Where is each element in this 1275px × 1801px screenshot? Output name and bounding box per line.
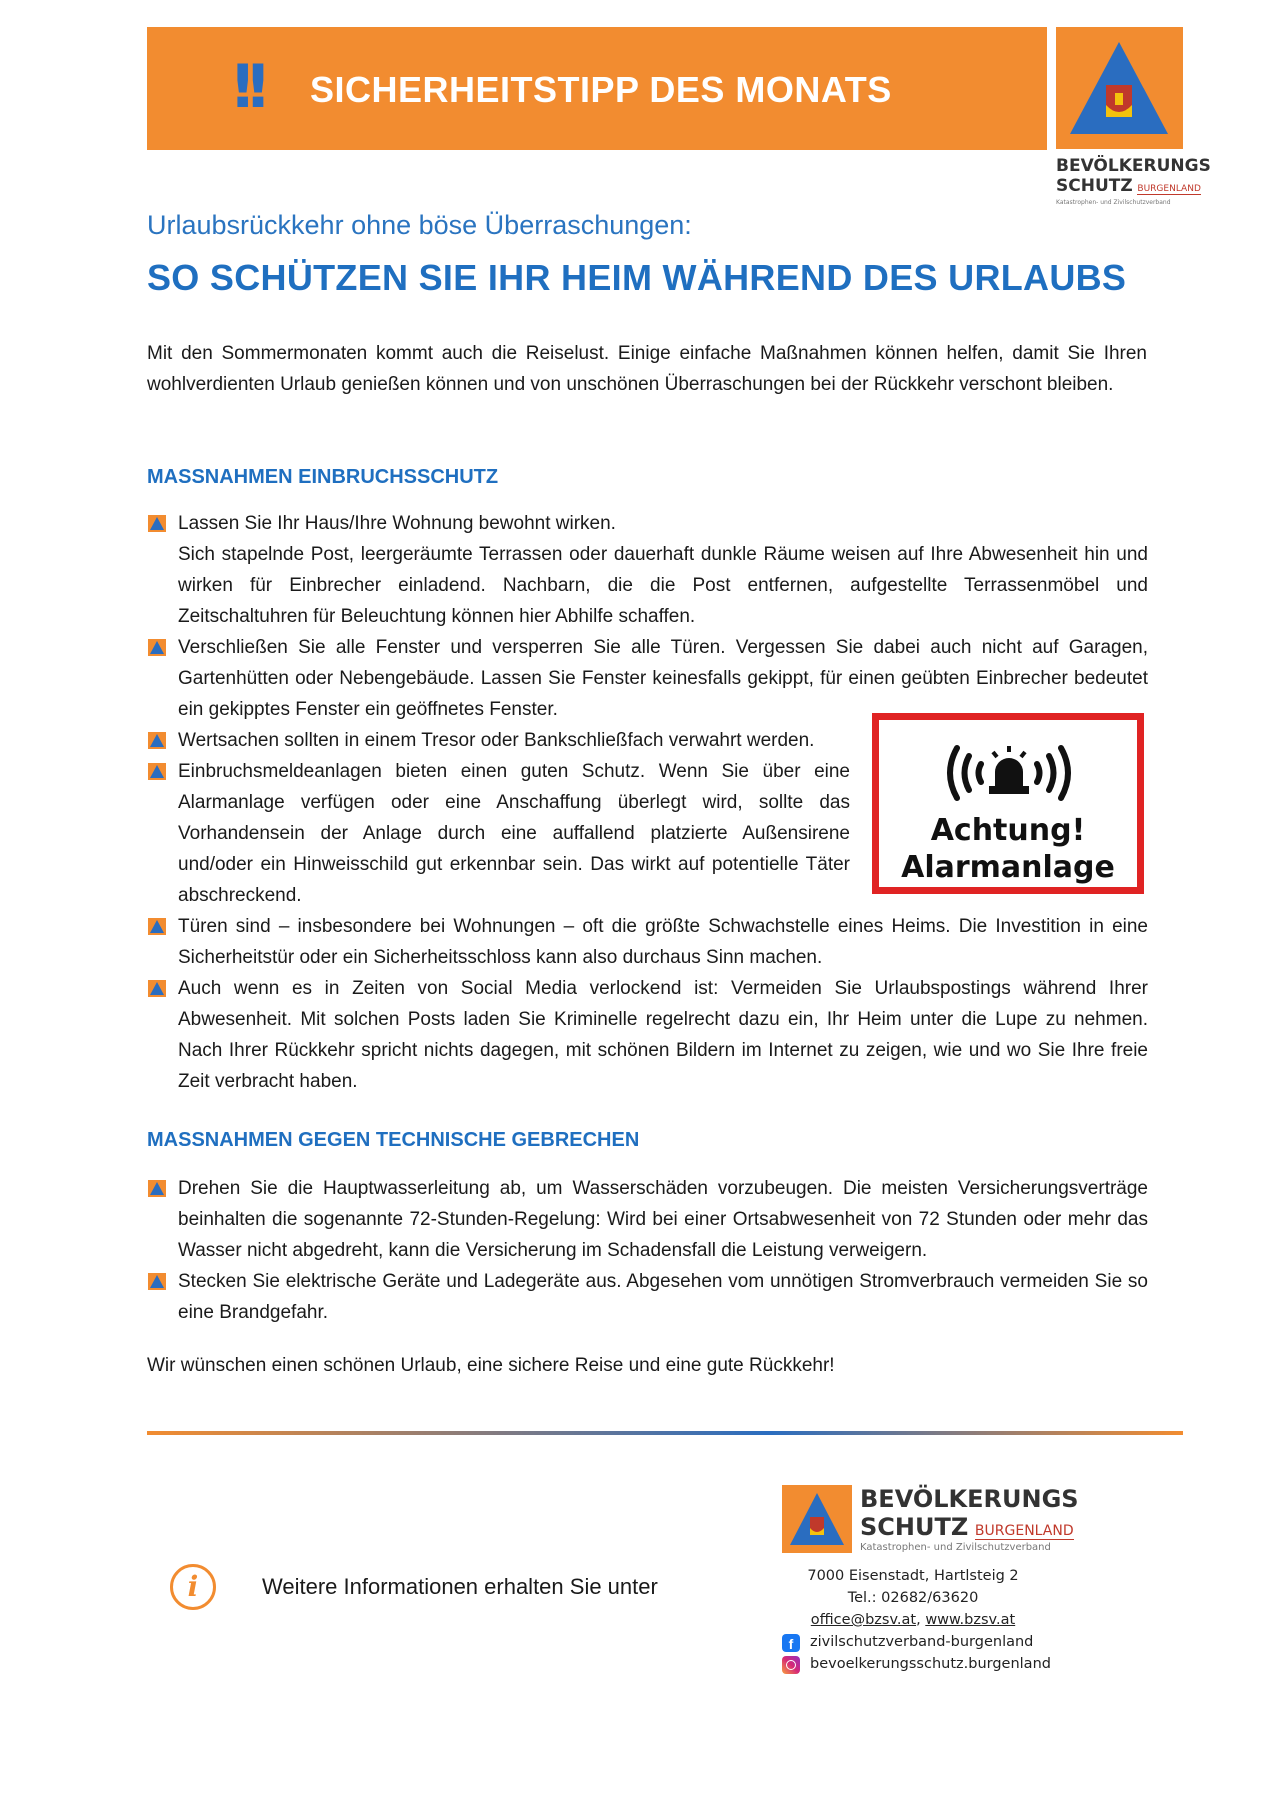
bullet-triangle-icon xyxy=(148,980,166,997)
bullet-triangle-icon xyxy=(148,918,166,935)
list-item: Verschließen Sie alle Fenster und versperren Sie alle Türen. Vergessen Sie dabei auch nicht auf Garagen, Gartenhütten oder Nebengebäude. Lassen Sie Fenster keinesfalls gekippt, für einen geübten Einbrecher bedeutet ein gekipptes Fenster ein geöffnetes Fenster. xyxy=(178,637,1148,720)
double-exclamation-icon: !! xyxy=(229,52,260,122)
warning-line-2: Alarmanlage xyxy=(901,850,1115,885)
logo-region: BURGENLAND xyxy=(1137,184,1201,194)
bullet-triangle-icon xyxy=(148,1273,166,1290)
address: 7000 Eisenstadt, Hartlsteig 2 xyxy=(807,1568,1019,1584)
list-item: Auch wenn es in Zeiten von Social Media verlockend ist: Vermeiden Sie Urlaubspostings während Ihrer Abwesenheit. Mit solchen Posts laden Sie Kriminelle regelrecht dazu ein, Ihr Heim unter die Lupe zu nehmen. Nach Ihrer Rückkehr spricht nichts dagegen, mit schönen Bildern im Internet zu zeigen, wie und wo Sie Ihre freie Zeit verbracht haben. xyxy=(178,978,1148,1092)
warning-line-1: Achtung! xyxy=(930,813,1086,848)
warning-sign-text xyxy=(879,812,1137,886)
intro-paragraph: Mit den Sommermonaten kommt auch die Reiselust. Einige einfache Maßnahmen können helfen, damit Sie Ihren wohlverdienten Urlaub genießen können und von unschönen Überraschungen bei der Rückkehr verschont bleiben. xyxy=(147,343,1147,395)
bullet-triangle-icon xyxy=(148,732,166,749)
facebook-icon: f xyxy=(782,1634,800,1652)
closing-line: Wir wünschen einen schönen Urlaub, eine sichere Reise und eine gute Rückkehr! xyxy=(147,1355,835,1376)
logo-word-1: BEVÖLKERUNGS xyxy=(1056,156,1211,176)
email-link[interactable]: office@bzsv.at xyxy=(810,1612,917,1628)
facebook-link[interactable]: zivilschutzverband-burgenland xyxy=(810,1634,1034,1650)
section-heading-technical: MASSNAHMEN GEGEN TECHNISCHE GEBRECHEN xyxy=(147,1129,640,1151)
contact-links-row: office@bzsv.at, www.bzsv.at xyxy=(810,1612,1016,1628)
footer-logo-word-2-row xyxy=(860,1513,1074,1545)
list-item: Einbruchsmeldeanlagen bieten einen guten Schutz. Wenn Sie über eine Alarmanlage verfügen oder eine Anschaffung überlegt wird, sollte das Vorhandensein der Anlage durch eine auffallend platzierte Außensirene und/oder ein Hinweisschild gut erkennbar sein. Das wirkt auf potentielle Täter abschreckend. xyxy=(178,761,850,906)
footer-logo-word-2: SCHUTZ xyxy=(860,1513,969,1541)
list-item-detail: Sich stapelnde Post, leergeräumte Terrassen oder dauerhaft dunkle Räume weisen auf Ihre Abwesenheit hin und wirken für Einbrecher einladend. Nachbarn, die die Post entfernen, aufgestellte Terrassenmöbel und Zeitschaltuhren für Beleuchtung können hier Abhilfe schaffen. xyxy=(178,544,1148,627)
list-item: Türen sind – insbesondere bei Wohnungen – oft die größte Schwachstelle eines Heims. Die Investition in eine Sicherheitstür oder ein Sicherheitsschloss kann also durchaus Sinn machen. xyxy=(178,916,1148,968)
website-link[interactable]: www.bzsv.at xyxy=(925,1612,1016,1628)
bullet-triangle-icon xyxy=(148,639,166,656)
organization-logo xyxy=(1056,27,1211,207)
footer-logo-emblem xyxy=(782,1485,852,1553)
logo-word-2: SCHUTZ xyxy=(1056,176,1133,196)
page-subtitle: Urlaubsrückkehr ohne böse Überraschungen: xyxy=(147,210,692,240)
info-text: Weitere Informationen erhalten Sie unter xyxy=(262,1574,658,1599)
list-item: Drehen Sie die Hauptwasserleitung ab, um Wasserschäden vorzubeugen. Die meisten Versicherungsverträge beinhalten die sogenannte 72-Stunden-Regelung: Wird bei einer Ortsabwesenheit von 72 Stunden oder mehr das Wasser nicht abgedreht, kann die Versicherung im Schadensfall die Leistung verweigern. xyxy=(178,1178,1148,1261)
logo-word-2-row xyxy=(1056,176,1201,199)
section-heading-burglary: MASSNAHMEN EINBRUCHSSCHUTZ xyxy=(147,466,499,488)
page-title: SO SCHÜTZEN SIE IHR HEIM WÄHREND DES URLAUBS xyxy=(147,257,1127,298)
header-banner xyxy=(147,27,1047,150)
siren-icon xyxy=(939,740,1079,806)
triangle-crest-icon xyxy=(782,1485,852,1553)
triangle-crest-icon xyxy=(1056,27,1183,149)
bullet-triangle-icon xyxy=(148,763,166,780)
bullet-triangle-icon xyxy=(148,1180,166,1197)
banner-title: SICHERHEITSTIPP DES MONATS xyxy=(310,69,892,110)
list-item: Stecken Sie elektrische Geräte und Ladegeräte aus. Abgesehen vom unnötigen Stromverbrauch vermeiden Sie so eine Brandgefahr. xyxy=(178,1271,1148,1323)
instagram-link[interactable]: bevoelkerungsschutz.burgenland xyxy=(810,1656,1051,1672)
logo-subtitle: Katastrophen- und Zivilschutzverband xyxy=(1056,199,1171,206)
footer-logo-subtitle: Katastrophen- und Zivilschutzverband xyxy=(860,1542,1051,1553)
list-item: Lassen Sie Ihr Haus/Ihre Wohnung bewohnt wirken. xyxy=(178,513,616,534)
footer-logo-word-1: BEVÖLKERUNGS xyxy=(860,1485,1079,1513)
list-item: Wertsachen sollten in einem Tresor oder Bankschließfach verwahrt werden. xyxy=(178,730,815,751)
footer-logo-region: BURGENLAND xyxy=(974,1523,1074,1539)
instagram-icon xyxy=(782,1656,800,1674)
logo-emblem xyxy=(1056,27,1183,149)
footer-divider xyxy=(147,1431,1183,1435)
phone: Tel.: 02682/63620 xyxy=(847,1590,979,1606)
alarm-warning-sign xyxy=(872,713,1144,894)
bullet-triangle-icon xyxy=(148,515,166,532)
info-icon: i xyxy=(170,1564,216,1610)
